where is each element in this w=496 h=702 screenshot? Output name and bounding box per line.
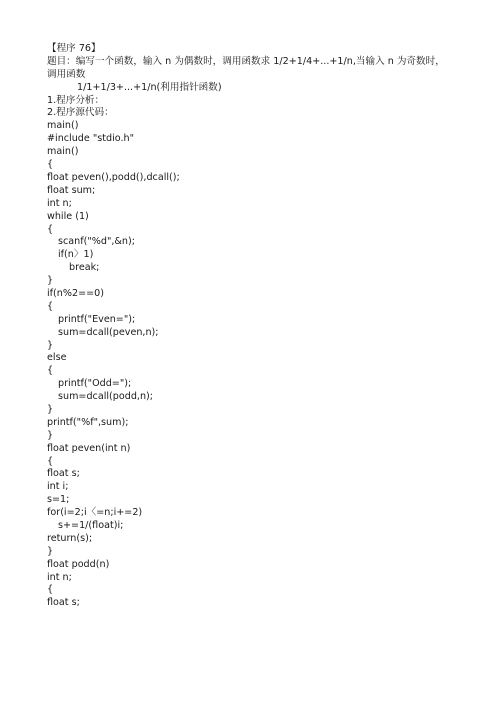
code-line: float sum;	[47, 184, 96, 196]
code-line: }	[47, 429, 54, 441]
code-line: s+=1/(float)i;	[58, 519, 124, 531]
code-line: sum=dcall(peven,n);	[58, 326, 159, 338]
code-line: float peven(int n)	[47, 442, 131, 454]
code-line: {	[47, 223, 54, 235]
code-line: main()	[47, 146, 79, 158]
code-line: float peven(),podd(),dcall();	[47, 171, 180, 183]
code-line: if(n%2==0)	[47, 287, 105, 299]
code-line: {	[47, 300, 54, 312]
code-line: }	[47, 403, 54, 415]
code-line: printf("Odd=");	[58, 378, 132, 390]
code-line: {	[47, 365, 54, 377]
code-line: float s;	[47, 468, 80, 480]
code-line: }	[47, 275, 54, 287]
code-line: }	[47, 339, 54, 351]
section-source: 2.程序源代码：	[47, 107, 114, 119]
program-title: 【程序 76】	[47, 43, 101, 54]
code-line: #include "stdio.h"	[47, 133, 135, 145]
code-line: return(s);	[47, 532, 93, 544]
document-body	[47, 43, 447, 610]
code-line: int n;	[47, 571, 72, 583]
code-line: int i;	[47, 481, 69, 493]
code-line: {	[47, 584, 54, 596]
problem-formula: 1/1+1/3+...+1/n(利用指针函数)	[77, 81, 222, 93]
code-line: int n;	[47, 197, 72, 209]
code-line: float s;	[47, 597, 80, 609]
code-line: {	[47, 455, 54, 467]
code-block	[47, 120, 447, 610]
code-line: while (1)	[47, 210, 89, 222]
code-line: main()	[47, 120, 79, 132]
code-line: printf("Even=");	[58, 313, 136, 325]
code-line: }	[47, 545, 54, 557]
code-line: else	[47, 352, 67, 364]
code-line: scanf("%d",&n);	[58, 236, 135, 248]
problem-statement: 题目：编写一个函数，输入 n 为偶数时，调用函数求 1/2+1/4+...+1/n,当输入 n 为奇数时，调用函数	[47, 55, 445, 80]
code-line: float podd(n)	[47, 558, 110, 570]
code-line: for(i=2;i〈=n;i+=2)	[47, 507, 143, 519]
code-line: s=1;	[47, 494, 70, 506]
code-line: printf("%f",sum);	[47, 416, 129, 428]
code-line: {	[47, 159, 54, 171]
code-line: break;	[69, 262, 100, 274]
section-analysis: 1.程序分析：	[47, 94, 105, 106]
code-line: if(n〉1)	[58, 249, 94, 261]
code-line: sum=dcall(podd,n);	[58, 391, 154, 403]
